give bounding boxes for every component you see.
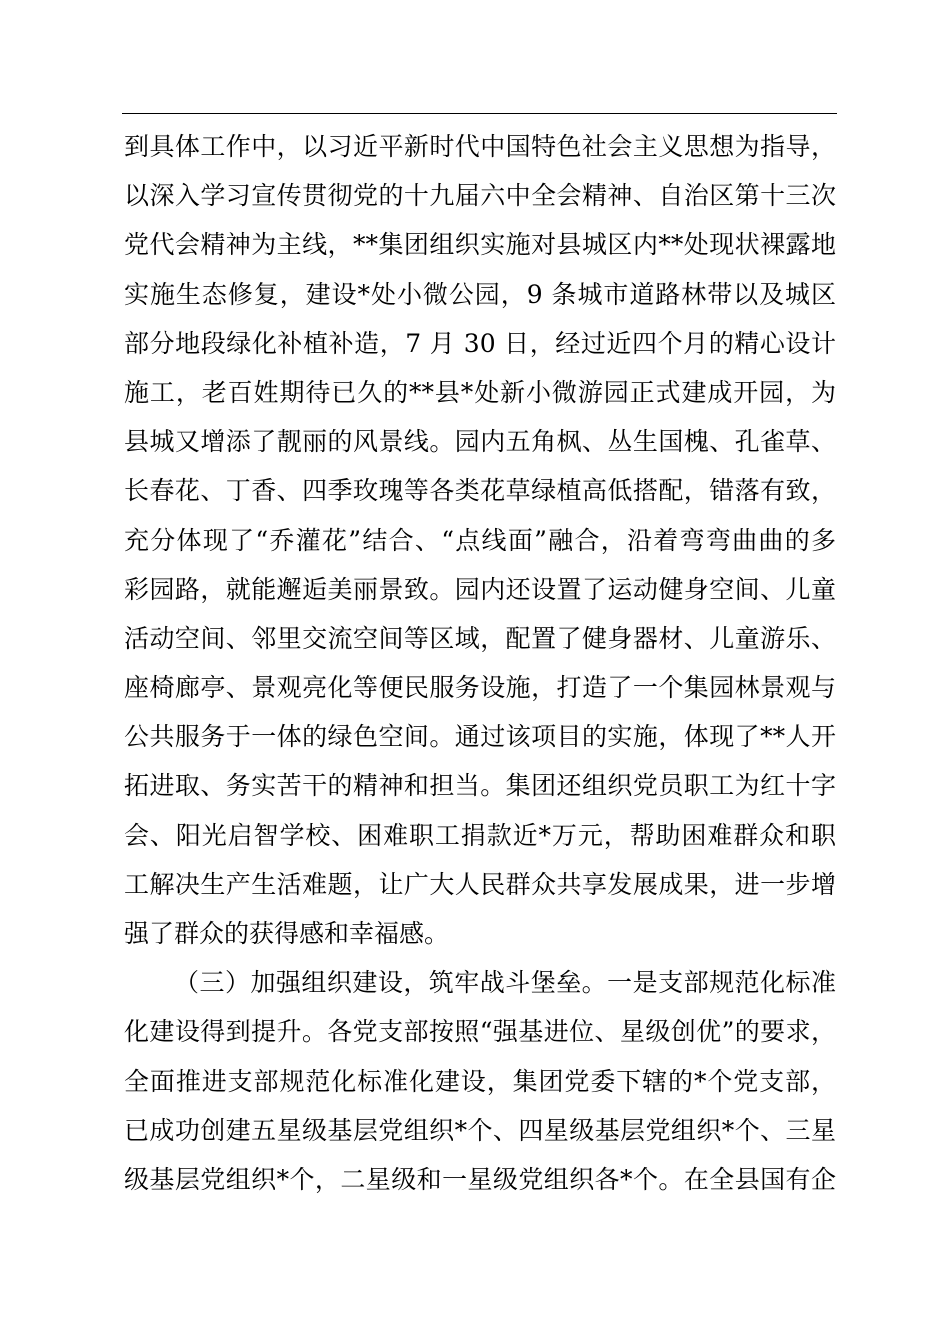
text-line: 已成功创建五星级基层党组织*个、四星级基层党组织*个、三星 <box>124 1115 836 1145</box>
text-line: 到具体工作中，以习近平新时代中国特色社会主义思想为指导， <box>124 132 836 161</box>
body-text <box>124 127 836 1209</box>
text-line: 长春花、丁香、四季玫瑰等各类花草绿植高低搭配，错落有致， <box>124 476 836 506</box>
text-line: 级基层党组织*个，二星级和一星级党组织各*个。在全县国有企 <box>124 1164 836 1194</box>
section-heading-line: （三）加强组织建设，筑牢战斗堡垒。一是支部规范化标准 <box>174 968 836 998</box>
text-line: 县城又增添了靓丽的风景线。园内五角枫、丛生国槐、孔雀草、 <box>124 427 836 457</box>
text-line: 彩园路，就能邂逅美丽景致。园内还设置了运动健身空间、儿童 <box>124 574 836 604</box>
text-line: 化建设得到提升。各党支部按照“强基进位、星级创优”的要求， <box>124 1017 836 1047</box>
text-line: 全面推进支部规范化标准化建设，集团党委下辖的*个党支部， <box>124 1066 836 1096</box>
text-line: 党代会精神为主线，**集团组织实施对县城区内**处现状裸露地 <box>124 230 836 260</box>
text-line: 活动空间、邻里交流空间等区域，配置了健身器材、儿童游乐、 <box>124 623 836 653</box>
text-line-paragraph-end: 强了群众的获得感和幸福感。 <box>124 919 450 948</box>
text-line: 工解决生产生活难题，让广大人民群众共享发展成果，进一步增 <box>124 869 836 899</box>
text-line: 充分体现了“乔灌花”结合、“点线面”融合，沿着弯弯曲曲的多 <box>124 525 836 555</box>
text-line: 拓进取、务实苦干的精神和担当。集团还组织党员职工为红十字 <box>124 771 836 801</box>
text-line: 以深入学习宣传贯彻党的十九届六中全会精神、自治区第十三次 <box>124 181 836 211</box>
text-line: 部分地段绿化补植补造，7 月 30 日，经过近四个月的精心设计 <box>124 328 836 358</box>
text-line: 公共服务于一体的绿色空间。通过该项目的实施，体现了**人开 <box>124 722 836 752</box>
text-line: 会、阳光启智学校、困难职工捐款近*万元，帮助困难群众和职 <box>124 820 836 850</box>
text-line: 座椅廊亭、景观亮化等便民服务设施，打造了一个集园林景观与 <box>124 673 836 703</box>
text-line: 实施生态修复，建设*处小微公园，9 条城市道路林带以及城区 <box>124 279 836 309</box>
text-line: 施工，老百姓期待已久的**县*处新小微游园正式建成开园，为 <box>124 377 836 407</box>
header-rule <box>122 113 837 114</box>
